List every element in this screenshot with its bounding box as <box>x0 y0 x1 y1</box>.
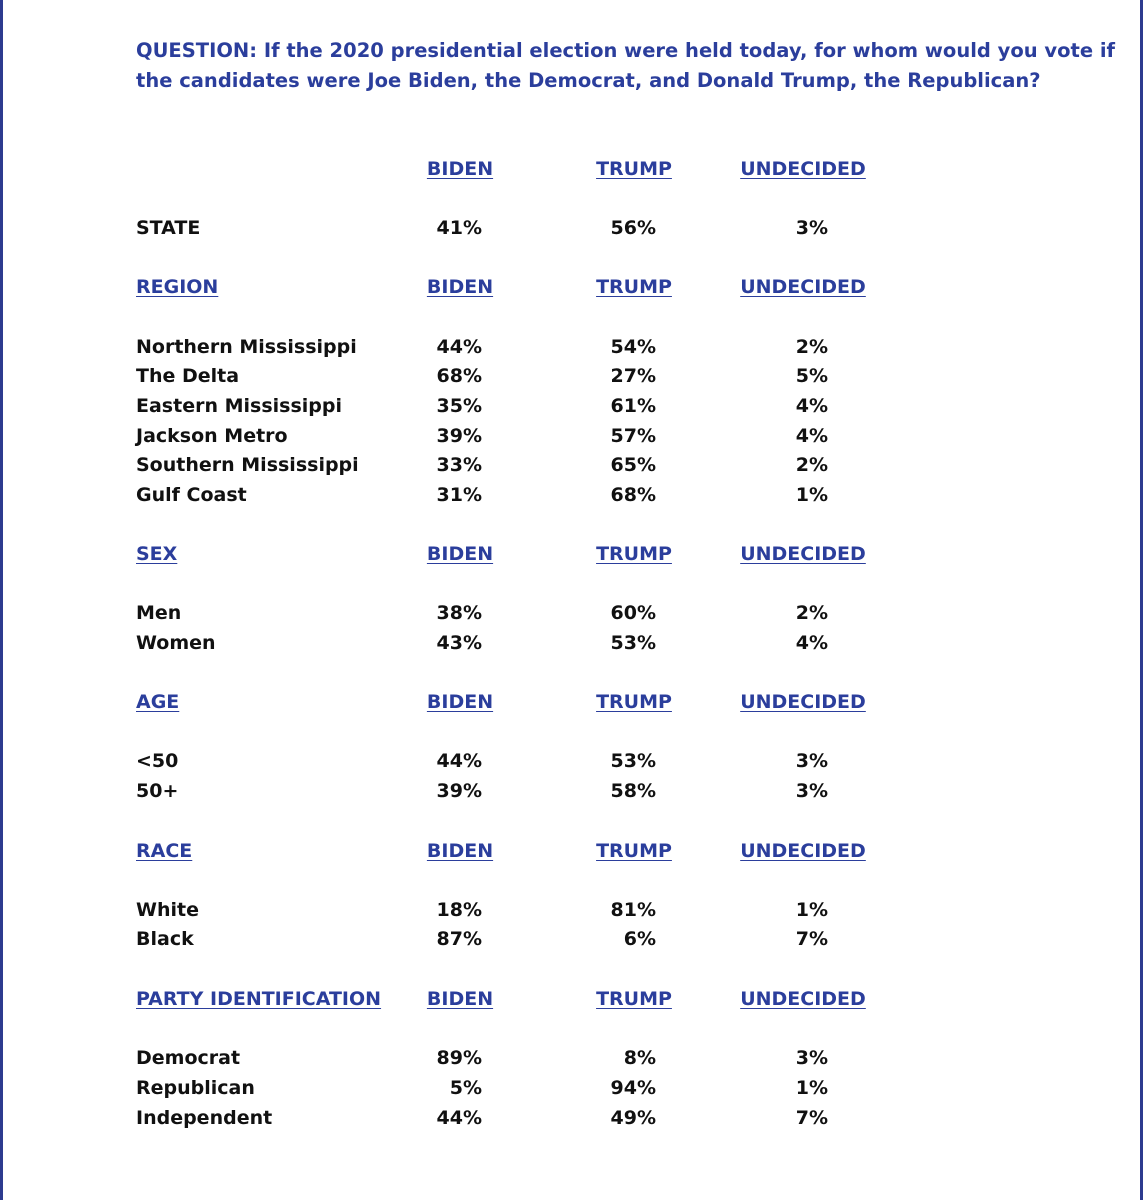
header-undecided: UNDECIDED <box>740 988 866 1010</box>
table-row <box>3 361 1143 391</box>
header-undecided: UNDECIDED <box>740 691 866 713</box>
undecided-value: 4% <box>795 632 828 654</box>
table-row <box>3 1073 1143 1103</box>
top-header-row <box>3 154 1143 184</box>
section-title: REGION <box>136 276 219 298</box>
biden-value: 5% <box>449 1077 482 1099</box>
table-row <box>3 628 1143 658</box>
table-row <box>3 391 1143 421</box>
biden-value: 31% <box>436 484 482 506</box>
header-trump: TRUMP <box>596 691 672 713</box>
row-label: Eastern Mississippi <box>136 395 342 417</box>
row-label: Jackson Metro <box>136 425 288 447</box>
section-header-party <box>3 984 1143 1014</box>
trump-value: 94% <box>610 1077 656 1099</box>
trump-value: 54% <box>610 336 656 358</box>
row-label: The Delta <box>136 365 240 387</box>
undecided-value: 4% <box>795 425 828 447</box>
trump-value: 53% <box>610 632 656 654</box>
biden-value: 87% <box>436 928 482 950</box>
trump-value: 49% <box>610 1107 656 1129</box>
biden-value: 44% <box>436 1107 482 1129</box>
biden-value: 33% <box>436 454 482 476</box>
header-biden: BIDEN <box>426 158 494 180</box>
state-undecided: 3% <box>795 217 828 239</box>
question-text: QUESTION: If the 2020 presidential election were held today, for whom would you vote if the candidates were Joe Biden, the Democrat, and Donald Trump, the Republican? <box>136 39 1116 92</box>
section-title: RACE <box>136 840 193 862</box>
header-undecided: UNDECIDED <box>740 158 866 180</box>
header-trump: TRUMP <box>596 158 672 180</box>
trump-value: 81% <box>610 899 656 921</box>
undecided-value: 4% <box>795 395 828 417</box>
header-biden: BIDEN <box>426 276 494 298</box>
biden-value: 38% <box>436 602 482 624</box>
section-header-sex <box>3 539 1143 569</box>
trump-value: 61% <box>610 395 656 417</box>
table-row <box>3 450 1143 480</box>
header-trump: TRUMP <box>596 543 672 565</box>
row-label: Independent <box>136 1107 273 1129</box>
biden-value: 39% <box>436 780 482 802</box>
section-header-region <box>3 272 1143 302</box>
biden-value: 89% <box>436 1047 482 1069</box>
trump-value: 68% <box>610 484 656 506</box>
undecided-value: 2% <box>795 602 828 624</box>
header-biden: BIDEN <box>426 543 494 565</box>
header-biden: BIDEN <box>426 840 494 862</box>
biden-value: 44% <box>436 336 482 358</box>
undecided-value: 2% <box>795 336 828 358</box>
table-row <box>3 332 1143 362</box>
row-label: Democrat <box>136 1047 241 1069</box>
state-label: STATE <box>136 217 201 239</box>
state-biden: 41% <box>436 217 482 239</box>
row-label: Gulf Coast <box>136 484 247 506</box>
row-label: <50 <box>136 750 179 772</box>
row-label: 50+ <box>136 780 179 802</box>
section-title: SEX <box>136 543 178 565</box>
undecided-value: 1% <box>795 1077 828 1099</box>
section-header-race <box>3 836 1143 866</box>
header-trump: TRUMP <box>596 840 672 862</box>
undecided-value: 2% <box>795 454 828 476</box>
trump-value: 60% <box>610 602 656 624</box>
undecided-value: 1% <box>795 899 828 921</box>
biden-value: 44% <box>436 750 482 772</box>
header-undecided: UNDECIDED <box>740 543 866 565</box>
undecided-value: 1% <box>795 484 828 506</box>
row-label: Black <box>136 928 194 950</box>
trump-value: 53% <box>610 750 656 772</box>
header-trump: TRUMP <box>596 276 672 298</box>
trump-value: 65% <box>610 454 656 476</box>
trump-value: 58% <box>610 780 656 802</box>
row-label: Republican <box>136 1077 255 1099</box>
section-header-age <box>3 687 1143 717</box>
biden-value: 39% <box>436 425 482 447</box>
row-label: Women <box>136 632 216 654</box>
row-label: Southern Mississippi <box>136 454 359 476</box>
row-label: White <box>136 899 199 921</box>
biden-value: 43% <box>436 632 482 654</box>
row-label: Men <box>136 602 182 624</box>
header-biden: BIDEN <box>426 691 494 713</box>
header-trump: TRUMP <box>596 988 672 1010</box>
header-undecided: UNDECIDED <box>740 276 866 298</box>
table-row <box>3 895 1143 925</box>
table-row <box>3 776 1143 806</box>
trump-value: 27% <box>610 365 656 387</box>
table-row <box>3 421 1143 451</box>
table-row <box>3 924 1143 954</box>
undecided-value: 3% <box>795 750 828 772</box>
section-title: AGE <box>136 691 180 713</box>
table-row <box>3 480 1143 510</box>
trump-value: 6% <box>623 928 656 950</box>
undecided-value: 7% <box>795 1107 828 1129</box>
undecided-value: 5% <box>795 365 828 387</box>
biden-value: 68% <box>436 365 482 387</box>
state-trump: 56% <box>610 217 656 239</box>
table-row <box>3 746 1143 776</box>
header-biden: BIDEN <box>426 988 494 1010</box>
biden-value: 18% <box>436 899 482 921</box>
undecided-value: 3% <box>795 1047 828 1069</box>
table-row <box>3 1043 1143 1073</box>
state-row <box>3 213 1143 243</box>
undecided-value: 7% <box>795 928 828 950</box>
section-title: PARTY IDENTIFICATION <box>136 988 382 1010</box>
undecided-value: 3% <box>795 780 828 802</box>
biden-value: 35% <box>436 395 482 417</box>
header-undecided: UNDECIDED <box>740 840 866 862</box>
table-row <box>3 598 1143 628</box>
trump-value: 8% <box>623 1047 656 1069</box>
row-label: Northern Mississippi <box>136 336 357 358</box>
trump-value: 57% <box>610 425 656 447</box>
table-row <box>3 1103 1143 1133</box>
